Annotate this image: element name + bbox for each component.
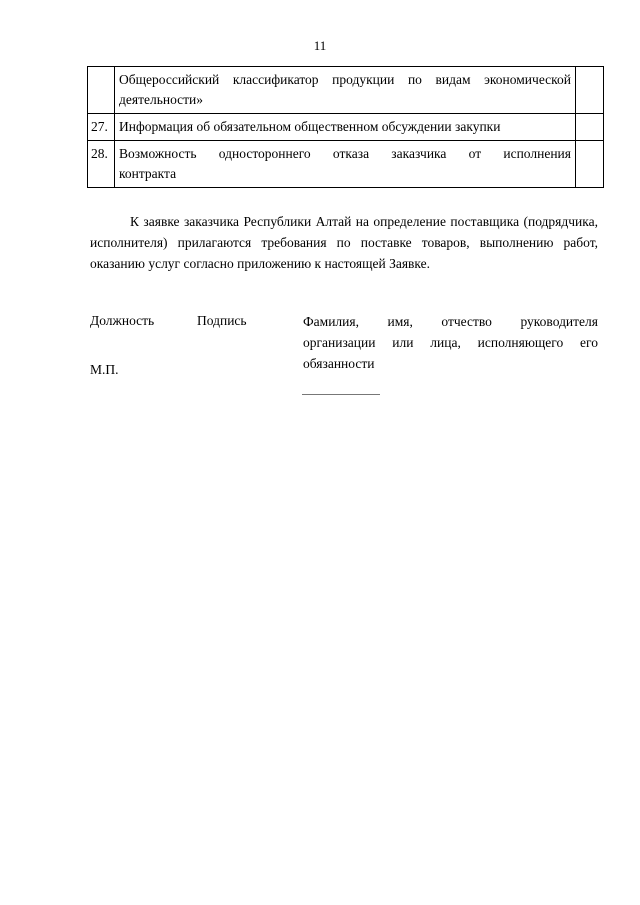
attachment-paragraph: К заявке заказчика Республики Алтай на определение поставщика (подрядчика, исполнителя) прилагаются требования по поставке товаров, выполнению работ, оказанию услуг согласно приложению к настоящей Заявке. <box>90 214 598 271</box>
signature-label: Подпись <box>197 313 247 328</box>
row-extra-cell <box>576 67 604 114</box>
row-text-line: контракта <box>119 166 177 181</box>
row-number <box>88 67 115 114</box>
fio-label: Фамилия, имя, отчество руководителя организации или лица, исполняющего его обязанности <box>303 314 598 371</box>
row-extra-cell <box>576 114 604 141</box>
requirements-table <box>87 66 604 188</box>
row-text <box>115 141 576 188</box>
row-text <box>115 67 576 114</box>
table-row <box>88 114 604 141</box>
table-row <box>88 67 604 114</box>
row-number: 27. <box>88 114 115 141</box>
table-row <box>88 141 604 188</box>
row-extra-cell <box>576 141 604 188</box>
row-text-line: Информация об обязательном общественном обсуждении закупки <box>119 119 501 134</box>
page-number: 11 <box>313 38 327 53</box>
row-text-line: Возможность одностороннего отказа заказчика от исполнения <box>119 146 571 161</box>
end-divider <box>302 394 380 395</box>
row-number: 28. <box>88 141 115 188</box>
row-text-line: Общероссийский классификатор продукции по видам экономической <box>119 72 571 87</box>
position-label: Должность <box>90 313 155 328</box>
row-text-line: деятельности» <box>119 92 204 107</box>
row-text <box>115 114 576 141</box>
stamp-label: М.П. <box>90 362 119 377</box>
